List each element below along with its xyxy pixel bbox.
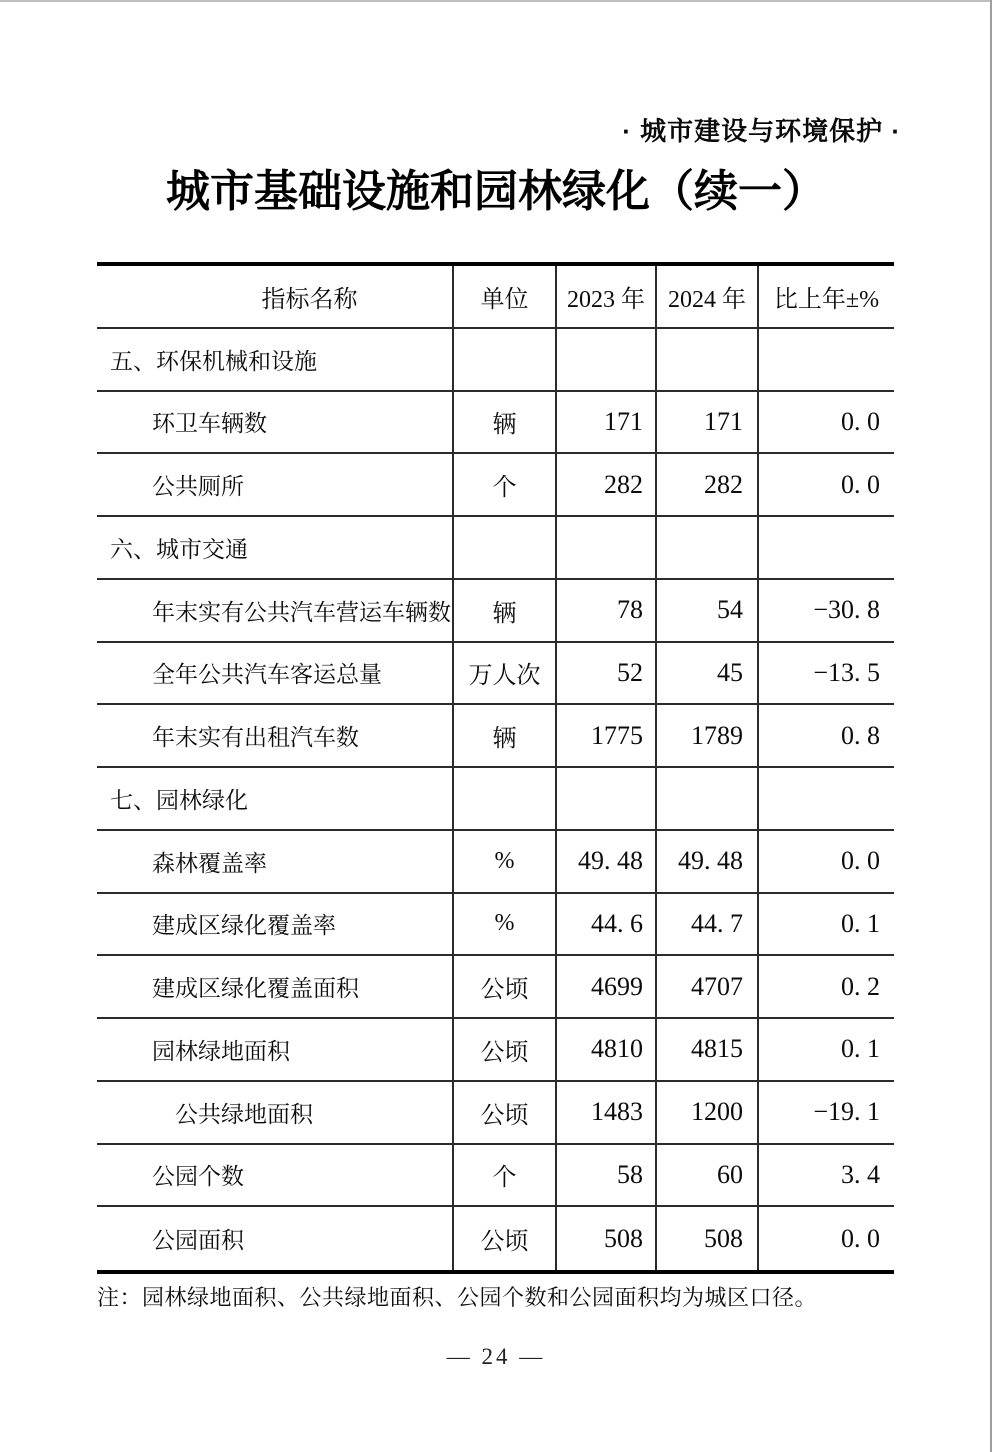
- unit-cell: 公顷: [452, 1019, 555, 1080]
- change-cell: 0. 1: [757, 894, 894, 955]
- table-row: [97, 454, 894, 517]
- footnote: 注：园林绿地面积、公共绿地面积、公园个数和公园面积均为城区口径。: [97, 1285, 818, 1310]
- col-header-2024: 2024 年: [655, 266, 757, 327]
- unit-cell: 辆: [452, 392, 555, 453]
- change-cell: 0. 0: [757, 1207, 894, 1270]
- indicator-name-cell: 公园面积: [152, 1228, 244, 1254]
- unit-cell: %: [452, 831, 555, 892]
- unit-cell: 个: [452, 1145, 555, 1206]
- unit-cell: [452, 517, 555, 578]
- value-2024-cell: 1200: [655, 1082, 757, 1143]
- unit-cell: 个: [452, 454, 555, 515]
- table-row: [97, 1145, 894, 1208]
- value-2023-cell: [555, 768, 655, 829]
- value-2023-cell: 508: [555, 1207, 655, 1270]
- value-2024-cell: 4815: [655, 1019, 757, 1080]
- unit-cell: 公顷: [452, 1207, 555, 1270]
- indicator-name-cell: 全年公共汽车客运总量: [152, 662, 382, 688]
- chapter-header: · 城市建设与环境保护 ·: [622, 116, 901, 146]
- table-row: [97, 705, 894, 768]
- indicator-name-cell: 建成区绿化覆盖率: [152, 913, 336, 939]
- change-cell: [757, 768, 894, 829]
- value-2024-cell: 45: [655, 643, 757, 704]
- value-2024-cell: [655, 768, 757, 829]
- unit-cell: 辆: [452, 580, 555, 641]
- table-row: [97, 392, 894, 455]
- change-cell: 0. 0: [757, 831, 894, 892]
- value-2023-cell: 4699: [555, 956, 655, 1017]
- indicator-name-cell: 年末实有公共汽车营运车辆数: [152, 599, 451, 625]
- change-cell: −13. 5: [757, 643, 894, 704]
- table-header-row: [97, 266, 894, 329]
- indicator-name-cell: 公共绿地面积: [175, 1101, 313, 1127]
- section-header-cell: 六、城市交通: [110, 536, 248, 562]
- value-2023-cell: 52: [555, 643, 655, 704]
- value-2024-cell: 49. 48: [655, 831, 757, 892]
- change-cell: 0. 2: [757, 956, 894, 1017]
- change-cell: 0. 0: [757, 454, 894, 515]
- indicator-name-cell: 公园个数: [152, 1164, 244, 1190]
- change-cell: 0. 1: [757, 1019, 894, 1080]
- value-2024-cell: 44. 7: [655, 894, 757, 955]
- unit-cell: 公顷: [452, 1082, 555, 1143]
- value-2023-cell: 4810: [555, 1019, 655, 1080]
- change-cell: 0. 8: [757, 705, 894, 766]
- value-2023-cell: [555, 329, 655, 390]
- value-2023-cell: 78: [555, 580, 655, 641]
- value-2024-cell: 54: [655, 580, 757, 641]
- page-title: 城市基础设施和园林绿化（续一）: [166, 167, 826, 216]
- table-row: [97, 1019, 894, 1082]
- indicator-name-cell: 环卫车辆数: [152, 411, 267, 437]
- value-2023-cell: 44. 6: [555, 894, 655, 955]
- change-cell: 3. 4: [757, 1145, 894, 1206]
- change-cell: −30. 8: [757, 580, 894, 641]
- indicator-name-cell: 年末实有出租汽车数: [152, 725, 359, 751]
- change-cell: 0. 0: [757, 392, 894, 453]
- value-2024-cell: [655, 517, 757, 578]
- value-2024-cell: 1789: [655, 705, 757, 766]
- section-header-cell: 五、环保机械和设施: [110, 348, 317, 374]
- value-2024-cell: 508: [655, 1207, 757, 1270]
- table-row: [97, 1082, 894, 1145]
- table-row-section: [97, 768, 894, 831]
- value-2023-cell: 1775: [555, 705, 655, 766]
- col-header-2023: 2023 年: [555, 266, 655, 327]
- unit-cell: [452, 329, 555, 390]
- page-number: — 24 —: [446, 1344, 546, 1369]
- scan-edge-top: [0, 0, 992, 2]
- value-2024-cell: 282: [655, 454, 757, 515]
- value-2023-cell: 58: [555, 1145, 655, 1206]
- col-header-unit: 单位: [452, 266, 555, 327]
- indicator-name-cell: 森林覆盖率: [152, 850, 267, 876]
- indicator-name-cell: 园林绿地面积: [152, 1038, 290, 1064]
- value-2024-cell: 60: [655, 1145, 757, 1206]
- table-row-section: [97, 517, 894, 580]
- indicators-table: [97, 262, 894, 1274]
- value-2024-cell: 171: [655, 392, 757, 453]
- unit-cell: %: [452, 894, 555, 955]
- col-header-indicator-name: 指标名称: [261, 286, 358, 313]
- unit-cell: 辆: [452, 705, 555, 766]
- section-header-cell: 七、园林绿化: [110, 787, 248, 813]
- unit-cell: 公顷: [452, 956, 555, 1017]
- table-row: [97, 831, 894, 894]
- table-row: [97, 1207, 894, 1270]
- value-2023-cell: [555, 517, 655, 578]
- table-row: [97, 643, 894, 706]
- col-header-change: 比上年±%: [757, 266, 894, 327]
- value-2024-cell: 4707: [655, 956, 757, 1017]
- change-cell: [757, 329, 894, 390]
- table-row: [97, 580, 894, 643]
- value-2023-cell: 171: [555, 392, 655, 453]
- table-row: [97, 894, 894, 957]
- value-2024-cell: [655, 329, 757, 390]
- value-2023-cell: 49. 48: [555, 831, 655, 892]
- change-cell: −19. 1: [757, 1082, 894, 1143]
- indicator-name-cell: 建成区绿化覆盖面积: [152, 976, 359, 1002]
- value-2023-cell: 282: [555, 454, 655, 515]
- indicator-name-cell: 公共厕所: [152, 474, 244, 500]
- unit-cell: [452, 768, 555, 829]
- value-2023-cell: 1483: [555, 1082, 655, 1143]
- unit-cell: 万人次: [452, 643, 555, 704]
- change-cell: [757, 517, 894, 578]
- table-row-section: [97, 329, 894, 392]
- table-row: [97, 956, 894, 1019]
